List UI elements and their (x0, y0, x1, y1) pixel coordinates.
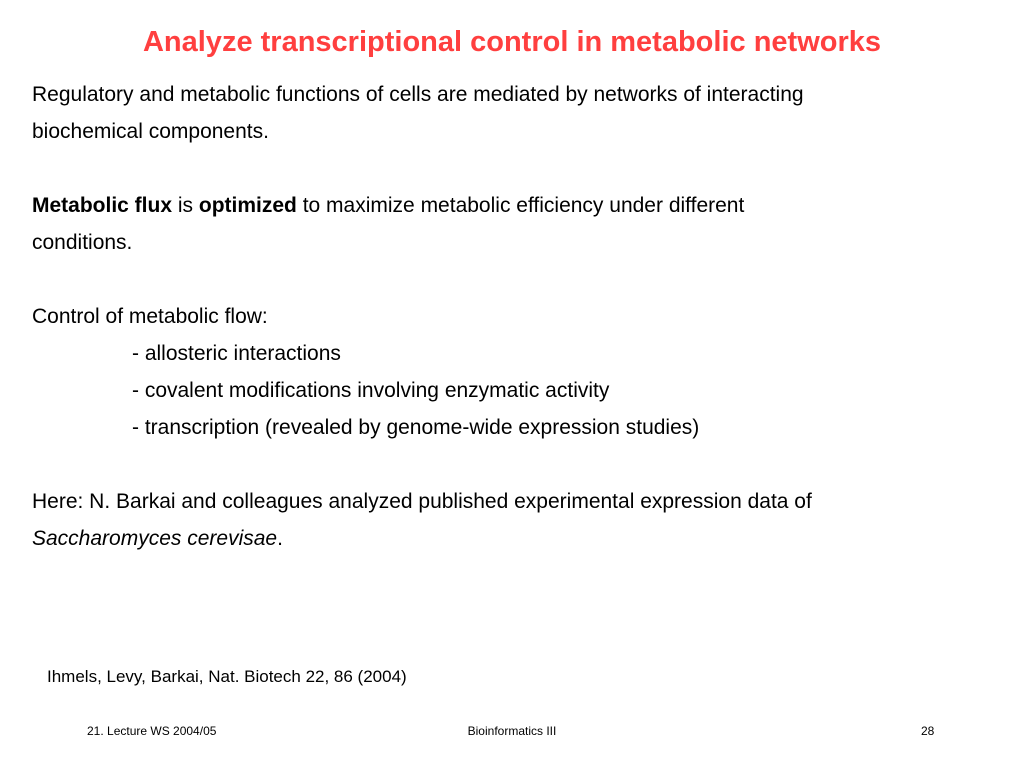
control-item-allosteric: - allosteric interactions (132, 342, 341, 365)
term-optimized: optimized (198, 194, 297, 217)
footer-page-number: 28 (921, 724, 935, 738)
footer-lecture: 21. Lecture WS 2004/05 (87, 724, 217, 738)
paragraph-metabolic-flux (32, 187, 1002, 261)
paragraph-barkai-line1: Here: N. Barkai and colleagues analyzed published experimental expression data of (32, 490, 812, 513)
slide-body (32, 76, 1002, 557)
species-name: Saccharomyces cerevisae (32, 527, 278, 550)
spacer (32, 446, 1002, 483)
slide-title: Analyze transcriptional control in metabolic networks (142, 26, 882, 58)
spacer (32, 150, 1002, 187)
paragraph-metabolic-flux-line2: conditions. (32, 231, 133, 254)
paragraph-regulatory (32, 76, 1002, 150)
paragraph-barkai (32, 483, 1002, 557)
paragraph-control (32, 298, 1002, 335)
citation: Ihmels, Levy, Barkai, Nat. Biotech 22, 86 (2004) (47, 667, 407, 686)
term-metabolic-flux: Metabolic flux (32, 194, 173, 217)
control-item-transcription: - transcription (revealed by genome-wide expression studies) (132, 416, 700, 439)
paragraph-barkai-period: . (277, 527, 283, 550)
footer-course: Bioinformatics III (467, 724, 557, 738)
paragraph-regulatory-line2: biochemical components. (32, 120, 269, 143)
paragraph-regulatory-line1: Regulatory and metabolic functions of cells are mediated by networks of interacting (32, 83, 804, 106)
control-item-covalent: - covalent modifications involving enzymatic activity (132, 379, 610, 402)
control-heading: Control of metabolic flow: (32, 305, 268, 328)
spacer (32, 261, 1002, 298)
text-maximize: to maximize metabolic efficiency under different (296, 194, 745, 217)
text-is: is (172, 194, 199, 217)
